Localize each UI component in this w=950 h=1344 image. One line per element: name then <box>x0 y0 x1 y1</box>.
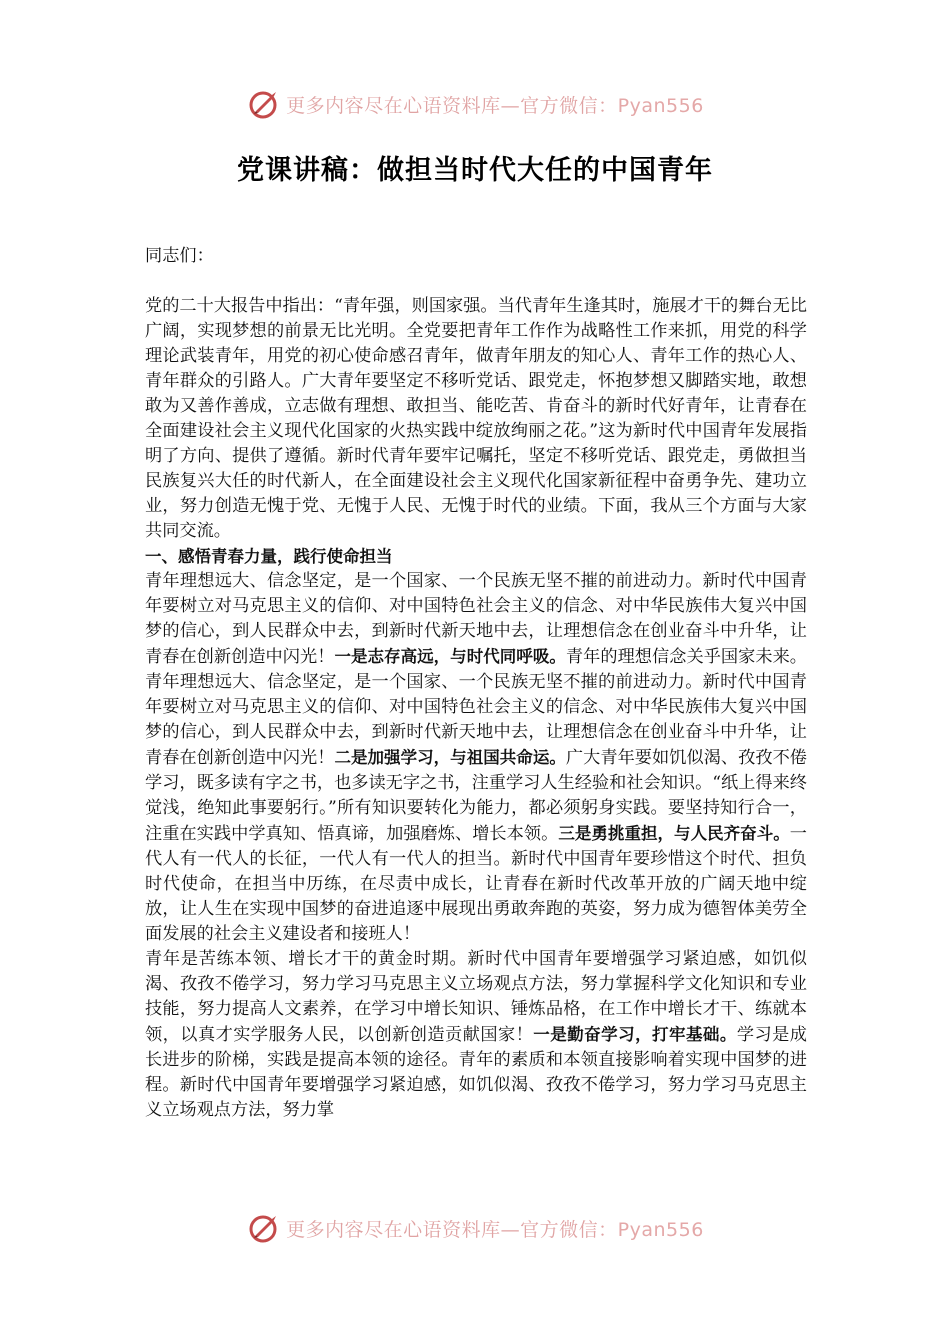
document-body <box>145 244 807 1123</box>
brand-logo-icon <box>246 1210 282 1246</box>
salutation: 同志们： <box>145 246 214 266</box>
paragraph-text: 一代人有一代人的长征，一代人有一代人的担当。新时代中国青年要珍惜这个时代、担负时代使命，在担当中历练，在尽责中成长，让青春在新时代改革开放的广阔天地中绽放，让人生在实现中国梦的奋进追逐中展现出勇敢奔跑的英姿，努力成为德智体美劳全面发展的社会主义建设者和接班人！ <box>145 824 807 944</box>
intro-paragraph: 党的二十大报告中指出：“青年强，则国家强。当代青年生逢其时，施展才干的舞台无比广阔，实现梦想的前景无比光明。全党要把青年工作作为战略性工作来抓，用党的科学理论武装青年，用党的初心使命感召青年，做青年朋友的知心人、青年工作的热心人、青年群众的引路人。广大青年要坚定不移听党话、跟党走，怀抱梦想又脚踏实地，敢想敢为又善作善成，立志做有理想、敢担当、能吃苦、肯奋斗的新时代好青年，让青春在全面建设社会主义现代化国家的火热实践中绽放绚丽之花。”这为新时代中国青年发展指明了方向、提供了遵循。新时代青年要牢记嘱托，坚定不移听党话、跟党走，勇做担当民族复兴大任的时代新人，在全面建设社会主义现代化国家新征程中奋勇争先、建功立业，努力创造无愧于党、无愧于人民、无愧于时代的业绩。下面，我从三个方面与大家共同交流。 <box>145 296 807 541</box>
paragraph-text: 学习是成长进步的阶梯，实践是提高本领的途径。青年的素质和本领直接影响着实现中国梦的进程。新时代中国青年要增强学习紧迫感，如饥似渴、孜孜不倦学习，努力学习马克思主义立场观点方法，努力掌 <box>145 1025 807 1120</box>
bold-point-4: 一是勤奋学习，打牢基础。 <box>533 1025 737 1044</box>
section-heading-1: 一、感悟青春力量，践行使命担当 <box>145 547 393 566</box>
watermark-footer <box>0 1208 950 1248</box>
paragraph-text: 广大青年要如饥似渴、孜孜不倦学习，既多读有字之书，也多读无字之书，注重学习人生经验和社会知识。“纸上得来终觉浅，绝知此事要躬行。”所有知识要转化为能力，都必须躬身实践。要坚持知行合一，注重在实践中学真知、悟真谛，加强磨炼、增长本领。 <box>145 748 807 844</box>
watermark-header <box>0 84 950 124</box>
paragraph-text: 青年理想远大、信念坚定，是一个国家、一个民族无坚不摧的前进动力。新时代中国青年要树立对马克思主义的信仰、对中国特色社会主义的信念、对中华民族伟大复兴中国梦的信心，到人民群众中去，到新时代新天地中去，让理想信念在创业奋斗中升华，让青春在创新创造中闪光！ <box>145 571 807 667</box>
watermark-text: 更多内容尽在心语资料库—官方微信： <box>286 1218 618 1241</box>
section-1-paragraph-2 <box>145 947 807 1123</box>
brand-logo-icon <box>246 86 282 122</box>
document-title: 党课讲稿：做担当时代大任的中国青年 <box>237 155 713 186</box>
bold-point-3: 三是勇挑重担，与人民齐奋斗。 <box>558 824 790 843</box>
paragraph-text: 青年的理想信念关乎国家未来。青年理想远大、信念坚定，是一个国家、一个民族无坚不摧的前进动力。新时代中国青年要树立对马克思主义的信仰、对中国特色社会主义的信念、对中华民族伟大复兴中国梦的信心，到人民群众中去，到新时代新天地中去，让理想信念在创业奋斗中升华，让青春在创新创造中闪光！ <box>145 647 807 768</box>
watermark-text: 更多内容尽在心语资料库—官方微信： <box>286 94 618 117</box>
paragraph-text: 青年是苦练本领、增长才干的黄金时期。新时代中国青年要增强学习紧迫感，如饥似渴、孜孜不倦学习，努力学习马克思主义立场观点方法，努力掌握科学文化知识和专业技能，努力提高人文素养，在学习中增长知识、锤炼品格，在工作中增长才干、练就本领，以真才实学服务人民，以创新创造贡献国家！ <box>145 949 807 1045</box>
watermark-wechat-id: Pyan556 <box>617 1218 704 1241</box>
bold-point-2: 二是加强学习，与祖国共命运。 <box>334 748 566 767</box>
section-1-paragraph <box>145 569 807 947</box>
bold-point-1: 一是志存高远，与时代同呼吸。 <box>334 647 566 666</box>
watermark-wechat-id: Pyan556 <box>617 94 704 117</box>
